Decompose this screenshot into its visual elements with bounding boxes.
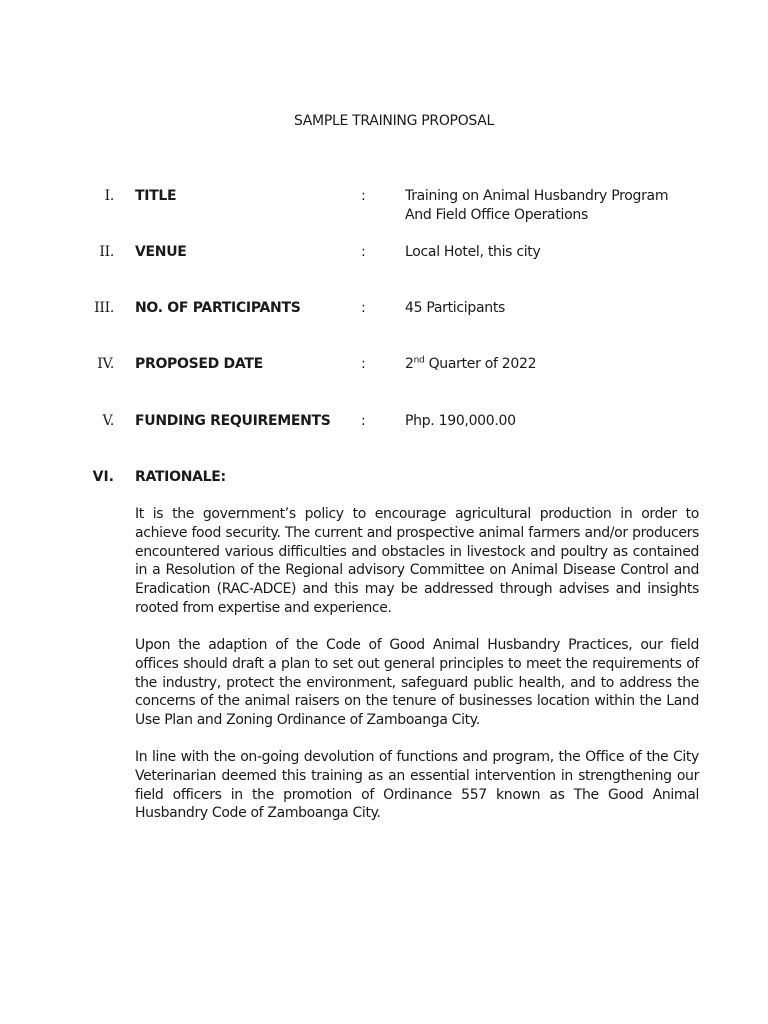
item-value-line: Training on Animal Husbandry Program — [405, 188, 669, 204]
item-value: Php. 190,000.00 — [405, 413, 516, 429]
item-numeral: I. — [104, 188, 114, 204]
item-colon: : — [361, 188, 366, 204]
item-value: Local Hotel, this city — [405, 244, 541, 260]
rationale-paragraph: It is the government’s policy to encourage agricultural production in order to achieve food security. The current and prospective animal farmers and/or producers encountered various difficulties and obstacles in livestock and poultry as contained in a Resolution of the Regional advisory Committee on Animal Disease Control and Eradication (RAC-ADCE) and this may be addressed through advises and insights rooted from expertise and experience. — [135, 506, 699, 616]
item-numeral: IV. — [97, 356, 114, 372]
item-numeral: II. — [99, 244, 114, 260]
date-rest: Quarter of 2022 — [424, 356, 537, 372]
item-label: NO. OF PARTICIPANTS — [135, 300, 301, 316]
date-ordinal-suffix: nd — [413, 355, 425, 366]
rationale-label: RATIONALE: — [135, 469, 226, 485]
item-label: VENUE — [135, 244, 187, 260]
item-numeral: V. — [102, 413, 114, 429]
item-colon: : — [361, 356, 366, 372]
item-numeral: III. — [94, 300, 114, 316]
date-number: 2 — [405, 356, 414, 372]
document-title: SAMPLE TRAINING PROPOSAL — [293, 113, 495, 129]
item-colon: : — [361, 413, 366, 429]
rationale-paragraph: In line with the on-going devolution of functions and program, the Office of the City Veterinarian deemed this training as an essential intervention in strengthening our field officers in the promotion of Ordinance 557 known as The Good Animal Husbandry Code of Zamboanga City. — [135, 749, 699, 822]
rationale-paragraph: Upon the adaption of the Code of Good Animal Husbandry Practices, our field offices should draft a plan to set out general principles to meet the requirements of the industry, protect the environment, safeguard public health, and to address the concerns of the animal raisers on the tenure of businesses location within the Land Use Plan and Zoning Ordinance of Zamboanga City. — [135, 637, 699, 729]
item-value-line: And Field Office Operations — [405, 207, 588, 223]
item-label: PROPOSED DATE — [135, 356, 263, 372]
item-value — [405, 355, 725, 374]
rationale-numeral: VI. — [92, 469, 114, 485]
item-value — [405, 187, 725, 225]
item-value: 45 Participants — [405, 300, 506, 316]
item-label: FUNDING REQUIREMENTS — [135, 413, 331, 429]
item-colon: : — [361, 244, 366, 260]
item-label: TITLE — [135, 188, 177, 204]
item-colon: : — [361, 300, 366, 316]
